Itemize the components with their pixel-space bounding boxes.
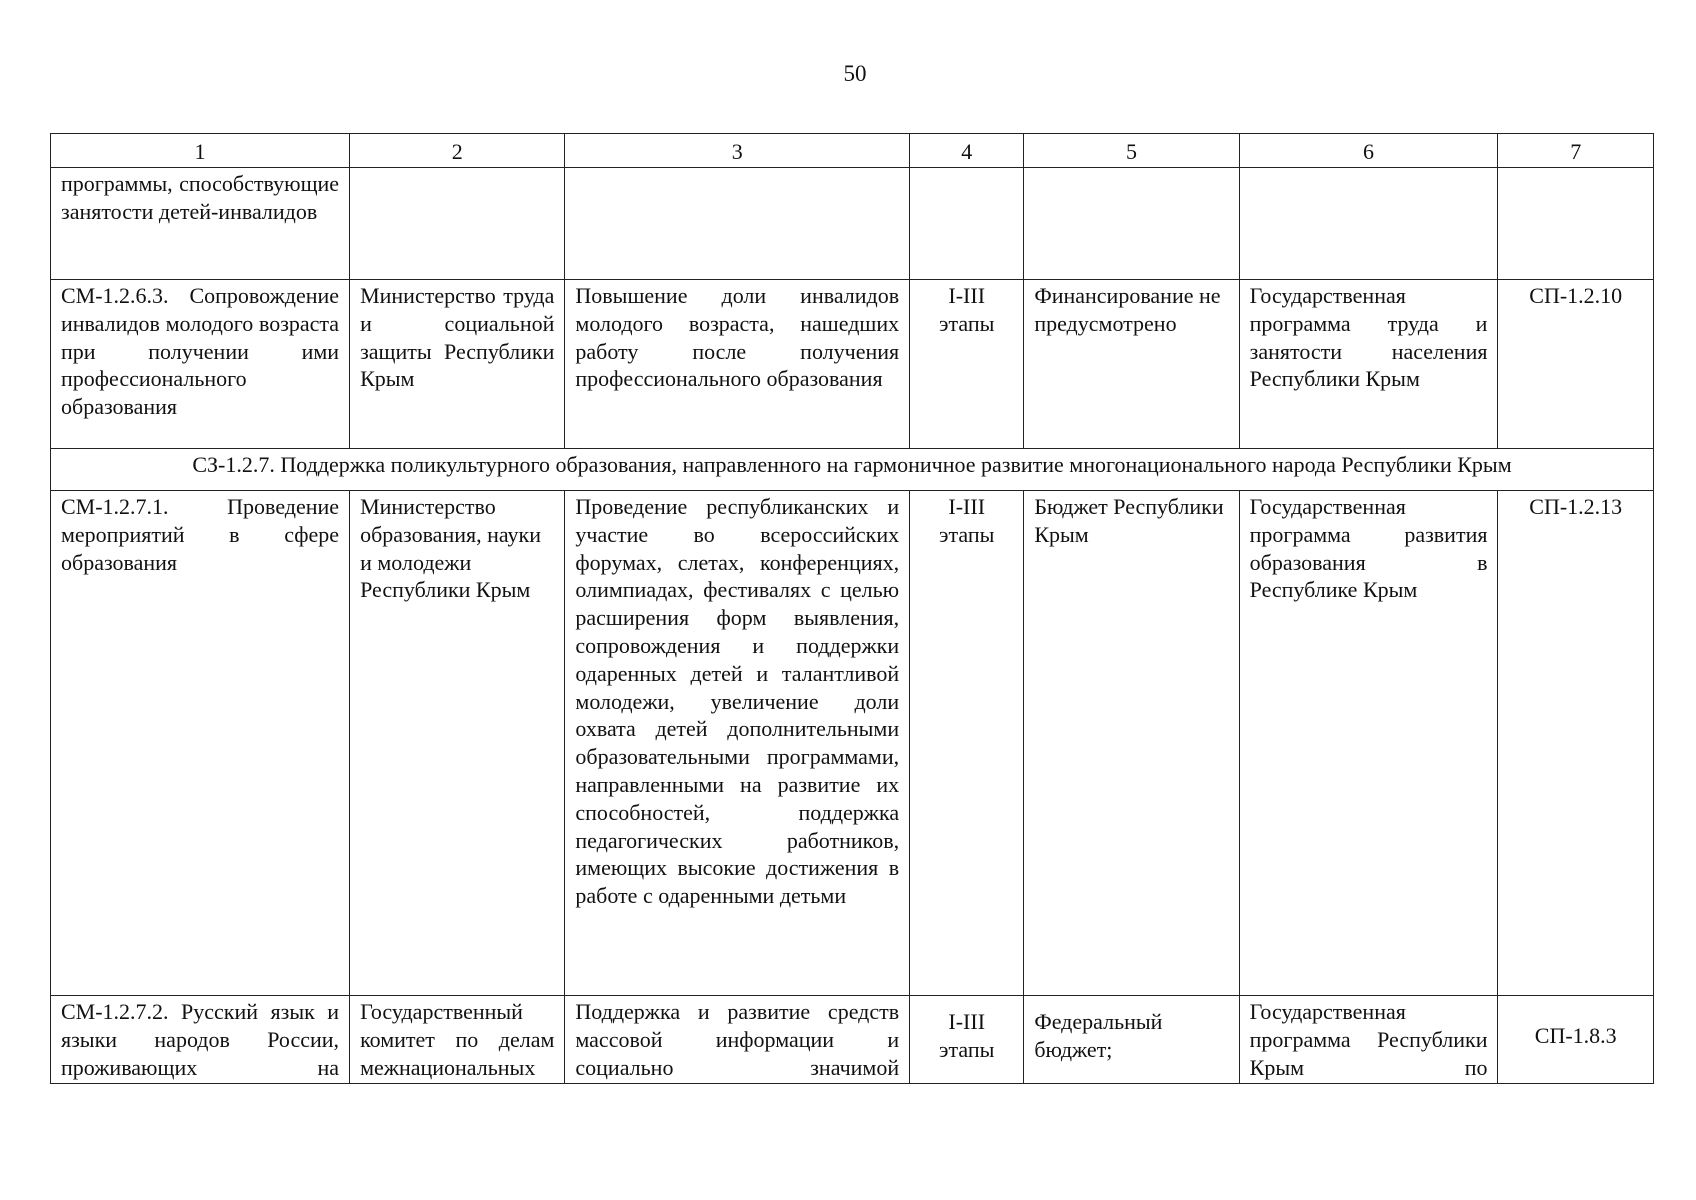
table-row bbox=[51, 280, 1654, 449]
table-row bbox=[51, 996, 1654, 1084]
measure-name-cell: программы, способствующие занятости детей-инвалидов bbox=[51, 168, 350, 280]
continuation-row bbox=[51, 168, 1654, 280]
stages-cell: I-III этапы bbox=[910, 491, 1024, 996]
stages-cell: I-III этапы bbox=[910, 996, 1024, 1084]
measure-name-cell: СМ-1.2.6.3. Сопровождение инвалидов молодого возраста при получении ими профессионального образования bbox=[51, 280, 350, 449]
stages-cell: I-III этапы bbox=[910, 280, 1024, 449]
column-number: 7 bbox=[1498, 134, 1654, 168]
column-number: 4 bbox=[910, 134, 1024, 168]
column-number: 2 bbox=[350, 134, 565, 168]
program-cell: Государственная программа труда и занятости населения Республики Крым bbox=[1239, 280, 1498, 449]
responsible-body-cell: Министерство труда и социальной защиты Республики Крым bbox=[350, 280, 565, 449]
funding-cell: Финансирование не предусмотрено bbox=[1024, 280, 1239, 449]
column-number: 5 bbox=[1024, 134, 1239, 168]
column-number: 1 bbox=[51, 134, 350, 168]
table-row bbox=[51, 491, 1654, 996]
section-row bbox=[51, 449, 1654, 491]
responsible-body-cell: Министерство образования, науки и молодежи Республики Крым bbox=[350, 491, 565, 996]
reference-code-cell: СП-1.8.3 bbox=[1498, 996, 1654, 1084]
responsible-body-cell: Государственный комитет по делам межнациональных bbox=[350, 996, 565, 1084]
empty-cell bbox=[565, 168, 910, 280]
reference-code-cell: СП-1.2.13 bbox=[1498, 491, 1654, 996]
expected-result-cell: Проведение республиканских и участие во всероссийских форумах, слетах, конференциях, олимпиадах, фестивалях с целью расширения форм выявления, сопровождения и поддержки одаренных детей и талантливой молодежи, увеличение доли охвата детей дополнительными образовательными программами, направленными на развитие их способностей, поддержка педагогических работников, имеющих высокие достижения в работе с одаренными детьми bbox=[565, 491, 910, 996]
measure-name-cell: СМ-1.2.7.2. Русский язык и языки народов России, проживающих на bbox=[51, 996, 350, 1084]
section-heading: СЗ-1.2.7. Поддержка поликультурного образования, направленного на гармоничное развитие многонационального народа Республики Крым bbox=[51, 449, 1654, 491]
program-cell: Государственная программа Республики Крым по bbox=[1239, 996, 1498, 1084]
expected-result-cell: Поддержка и развитие средств массовой информации и социально значимой bbox=[565, 996, 910, 1084]
column-number-header-row bbox=[51, 134, 1654, 168]
measure-name-cell: СМ-1.2.7.1. Проведение мероприятий в сфере образования bbox=[51, 491, 350, 996]
strategy-measures-table bbox=[50, 133, 1654, 1084]
empty-cell bbox=[1024, 168, 1239, 280]
expected-result-cell: Повышение доли инвалидов молодого возраста, нашедших работу после получения профессионального образования bbox=[565, 280, 910, 449]
funding-cell: Федеральный бюджет; bbox=[1024, 996, 1239, 1084]
program-cell: Государственная программа развития образования в Республике Крым bbox=[1239, 491, 1498, 996]
column-number: 3 bbox=[565, 134, 910, 168]
reference-code-cell: СП-1.2.10 bbox=[1498, 280, 1654, 449]
empty-cell bbox=[1239, 168, 1498, 280]
page-number: 50 bbox=[843, 61, 867, 86]
column-number: 6 bbox=[1239, 134, 1498, 168]
empty-cell bbox=[1498, 168, 1654, 280]
empty-cell bbox=[910, 168, 1024, 280]
empty-cell bbox=[350, 168, 565, 280]
funding-cell: Бюджет Республики Крым bbox=[1024, 491, 1239, 996]
